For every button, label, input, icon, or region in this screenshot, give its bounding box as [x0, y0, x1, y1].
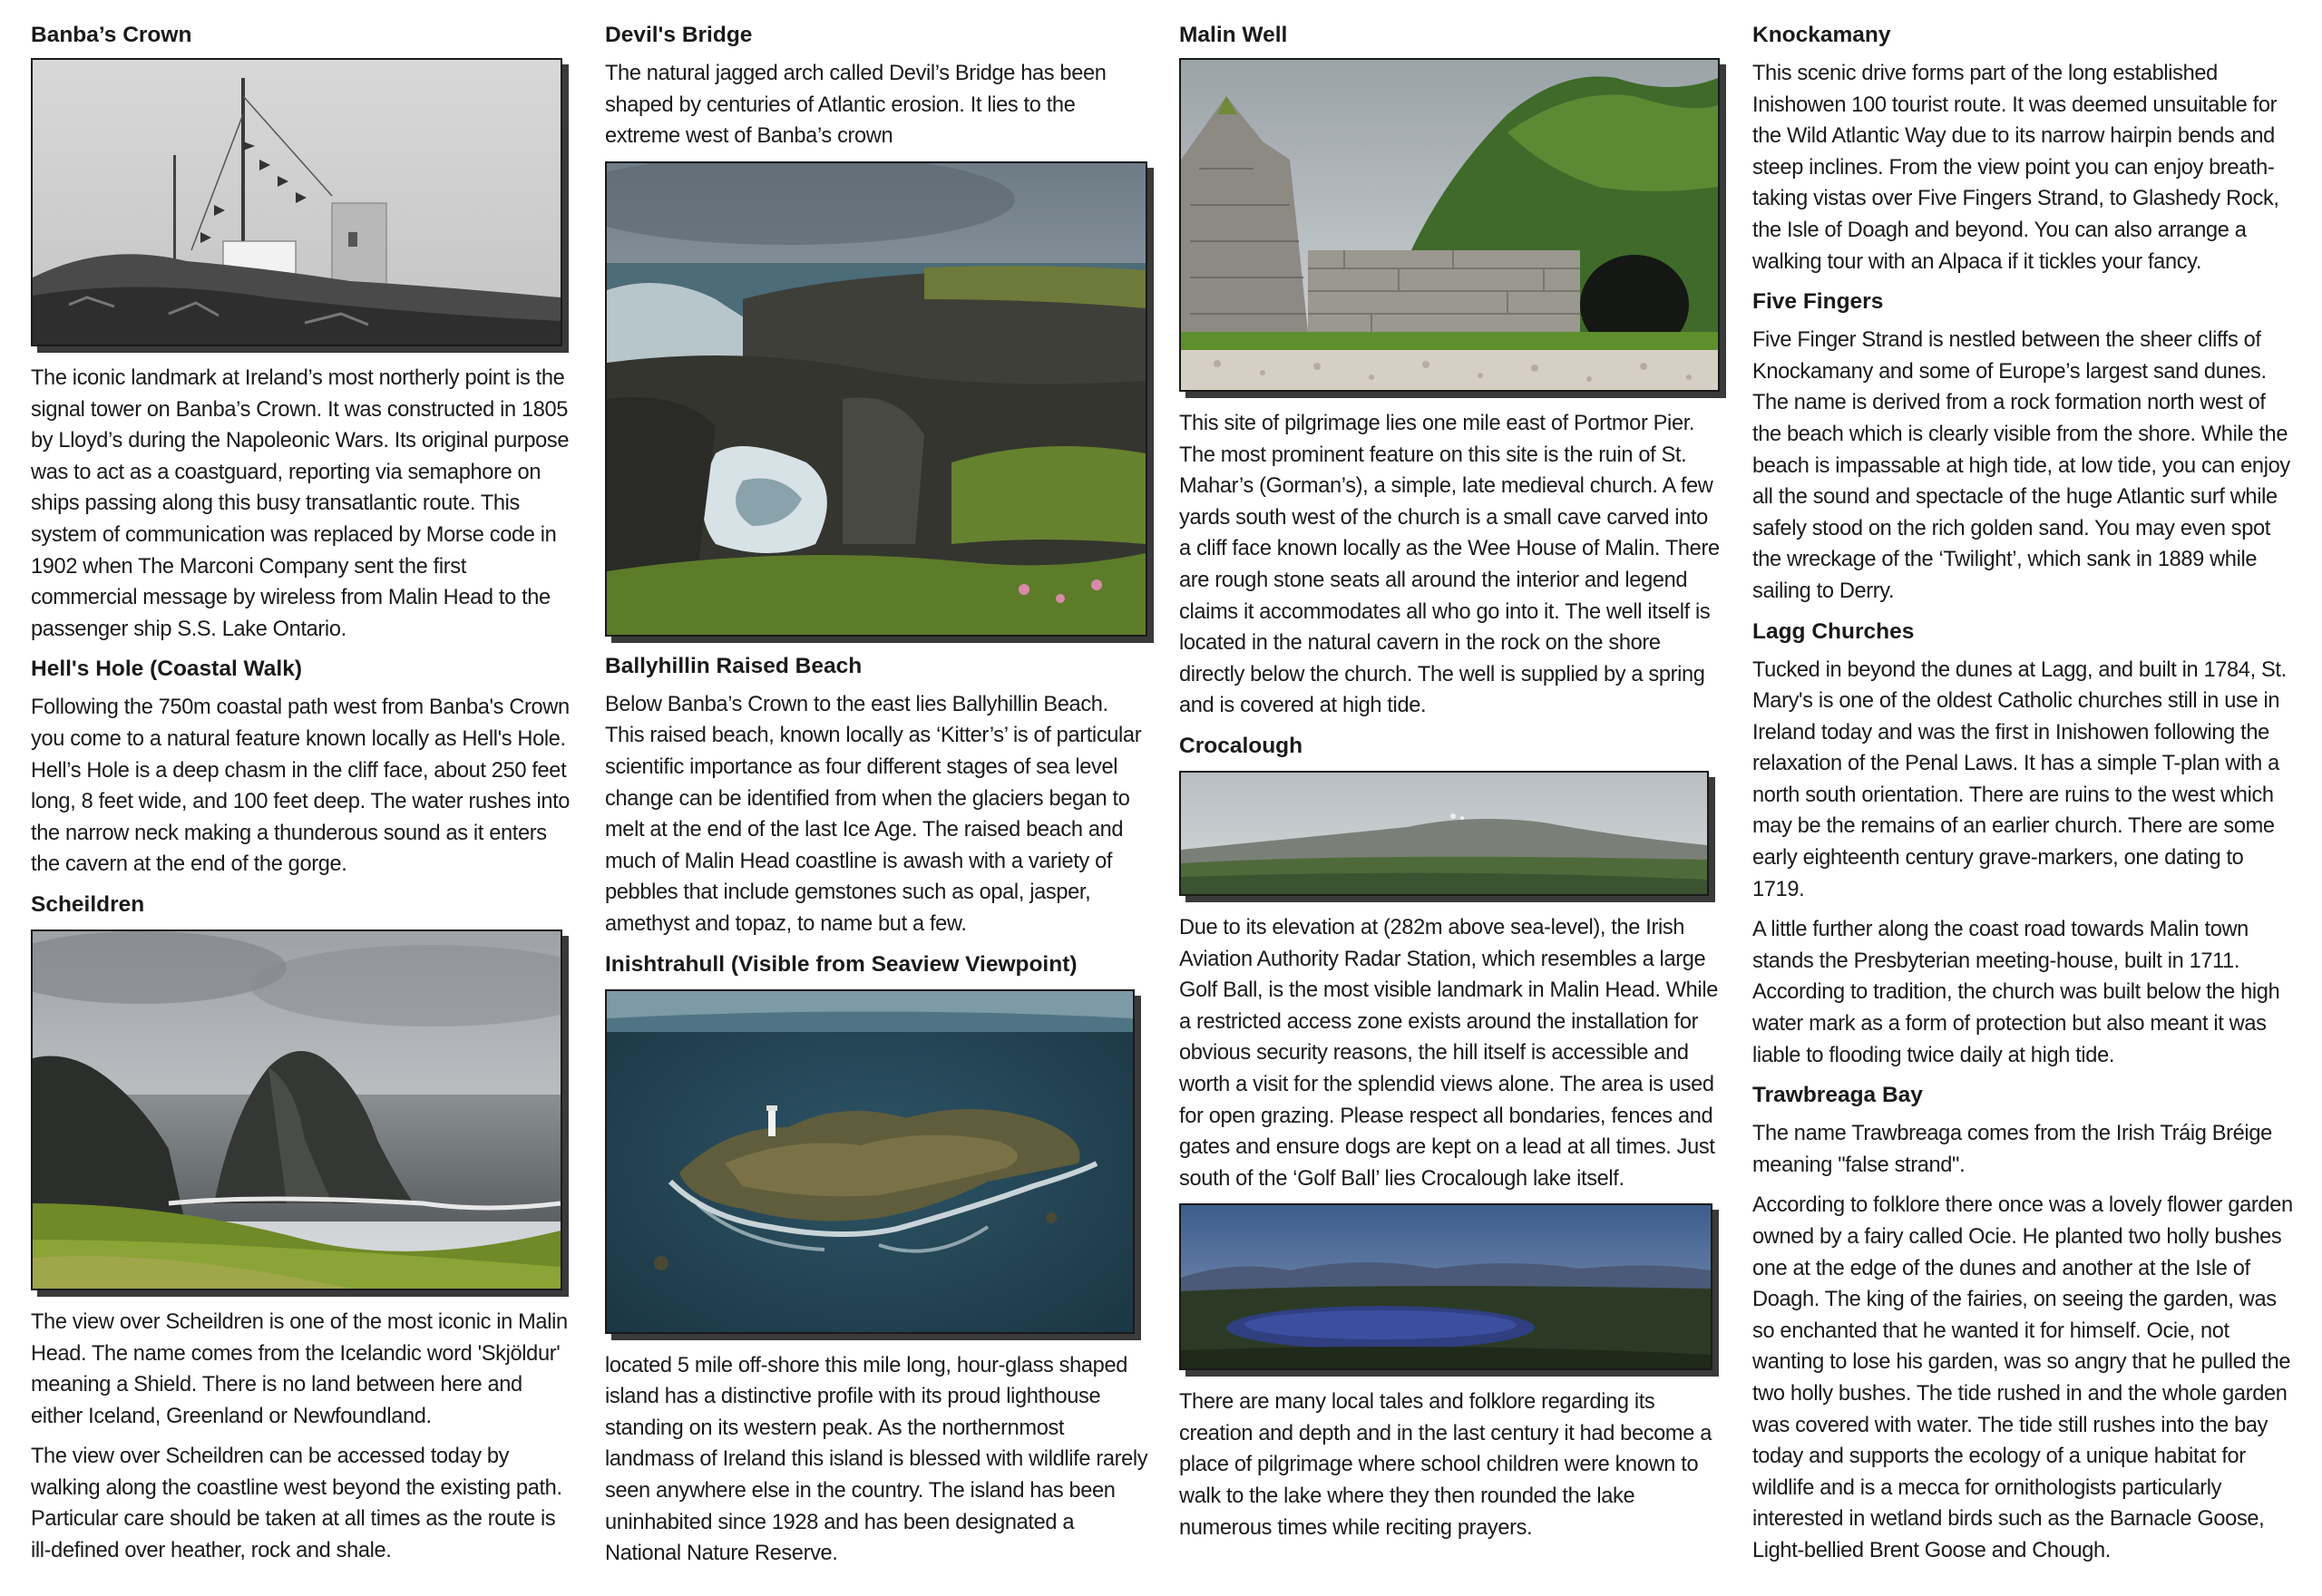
section-title-lagg-churches: Lagg Churches — [1752, 618, 1915, 644]
crocalough-text-1: Due to its elevation at (282m above sea-level), the Irish Aviation Authority Radar Station, which resembles a large Golf Ball, is the most visible landmark in Malin Head. While a restricted access zone exists around the installation for obvious security reasons, the hill itself is accessible and worth a visit for the splendid views alone. The area is used for open grazing. Please respect all bondaries, fences and gates and ensure dogs are kept on a lead at all times. Just south of the ‘Golf Ball’ lies Crocalough lake itself. — [1179, 915, 1718, 1191]
scheildren-text-1: The view over Scheildren is one of the most iconic in Malin Head. The name comes from the Icelandic word 'Skjöldur' meaning a Shield. There is no land between here and either Iceland, Greenland or Newfoundland. — [31, 1309, 568, 1428]
section-title-hells-hole: Hell's Hole (Coastal Walk) — [31, 657, 302, 682]
section-title-knockamany: Knockamany — [1752, 23, 1891, 47]
lagg-text-2: A little further along the coast road towards Malin town stands the Presbyterian meeting-house, built in 1711. According to tradition, the church was built below the high water mark as a form of protection but also meant it was liable to flooding twice daily at high tide. — [1752, 918, 2280, 1067]
column-3 — [1179, 20, 1723, 1552]
knockamany-text: This scenic drive forms part of the long established Inishowen 100 tourist route. It was deemed unsuitable for the Wild Atlantic Way due to its narrow hairpin bends and steep inclines. From the view point you can enjoy breath-taking vistas over Five Fingers Strand, to Glashedy Rock, the Isle of Doagh and beyond. You can also arrange a walking tour with an Alpaca if it tickles your fancy. — [1752, 62, 2279, 274]
hill-radar-photo — [1179, 771, 1709, 896]
column-1 — [31, 20, 575, 1576]
crocalough-text-2: There are many local tales and folklore regarding its creation and depth and in the last century it had become a place of pilgrimage where school children were known to walk to the lake where they then rounded the lake numerous times while reciting prayers. — [1179, 1390, 1712, 1540]
malin-well-text: This site of pilgrimage lies one mile east of Portmor Pier. The most prominent feature on this site is the ruin of St. Mahar’s (Gorman’s), a simple, late medieval church. A few yards south west of the church is a small cave carved into a cliff face known locally as the Wee House of Malin. There are rough stone seats all around the interior and legend claims it accommodates all who go into it. The well itself is located in the natural cavern in the rock on the shore directly below the church. The well is supplied by a spring and is covered at high tide. — [1179, 412, 1720, 718]
section-title-scheildren: Scheildren — [31, 891, 145, 917]
trawbreaga-text-2: According to folklore there once was a lovely flower garden owned by a fairy called Ocie. He planted two holly bushes one at the edge of the dunes and another at the Isle of Doagh. The king of the fairies, on seeing the garden, was so enchanted that he wanted it for himself. Ocie, not wanting to lose his garden, was so angry that he pulled the two holly bushes. The tide rushed in and the whole garden was covered with water. The tide still rushes into the bay today and supports the ecology of a unique habitat for wildlife and is a mecca for ornithologists particularly interested in wetland birds such as the Barnacle Goose, Light-bellied Brent Goose and Chough. — [1752, 1193, 2293, 1562]
trawbreaga-text-1: The name Trawbreaga comes from the Irish Tráig Bréige meaning "false strand". — [1752, 1122, 2272, 1177]
section-title-crocalough: Crocalough — [1179, 733, 1303, 758]
column-4 — [1752, 20, 2295, 1576]
lake-photo — [1179, 1203, 1712, 1370]
inishtrahull-text: located 5 mile off-shore this mile long, hour-glass shaped island has a distinctive profile with its proud lighthouse standing on its western peak. As the northernmost landmass of Ireland this island is blessed with wildlife rarely seen anywhere else in the country. The island has been uninhabited since 1928 and has been designated a National Nature Reserve. — [605, 1353, 1148, 1566]
section-title-five-fingers: Five Fingers — [1752, 289, 1884, 315]
five-fingers-text: Five Finger Strand is nestled between the sheer cliffs of Knockamany and some of Europe’s largest sand dunes. The name is derived from a rock formation north west of the beach which is clearly visible from the shore. While the beach is impassable at high tide, at low tide, you can enjoy all the sound and spectacle of the huge Atlantic surf while safely stood on the rich golden sand. You may even spot the wreckage of the ‘Twilight’, which sank in 1889 while sailing to Derry. — [1752, 328, 2290, 603]
scheildren-text-2: The view over Scheildren can be accessed today by walking along the coastline west beyond the existing path. Particular care should be taken at all times as the route is ill-defined over heather, rock and shale. — [31, 1445, 562, 1563]
section-title-inishtrahull: Inishtrahull (Visible from Seaview Viewpoint) — [605, 951, 1078, 977]
section-title-ballyhillin: Ballyhillin Raised Beach — [605, 653, 863, 678]
lagg-text-1: Tucked in beyond the dunes at Lagg, and built in 1784, St. Mary's is one of the oldest Catholic churches still in use in Ireland today and was the first in Inishowen following the relaxation of the Penal Laws. It has a simple T-plan with a north south orientation. There are ruins to the west which may be the remains of an earlier church. There are some early eighteenth century grave-markers, one dating to 1719. — [1752, 657, 2287, 901]
signal-tower-photo — [31, 58, 562, 346]
sea-stack-photo — [31, 929, 562, 1290]
banbas-crown-text: The iconic landmark at Ireland’s most northerly point is the signal tower on Banba’s Crown. It was constructed in 1805 by Lloyd’s during the Napoleonic Wars. Its original purpose was to act as a coastguard, reporting via semaphore on ships passing along this busy transatlantic route. This system of communication was replaced by Morse code in 1902 when The Marconi Company sent the first commercial message by wireless from Malin Head to the passenger ship S.S. Lake Ontario. — [31, 366, 570, 641]
section-title-malin-well: Malin Well — [1179, 23, 1288, 47]
ballyhillin-text: Below Banba’s Crown to the east lies Ballyhillin Beach. This raised beach, known locally as ‘Kitter’s’ is of particular scientific importance as four different stages of sea level change can be identified from when the glaciers began to melt at the end of the last Ice Age. The raised beach and much of Malin Head coastline is awash with a variety of pebbles that include gemstones such as opal, jasper, amethyst and topaz, to name but a few. — [605, 692, 1142, 936]
column-2 — [605, 20, 1149, 1579]
church-ruin-photo — [1179, 58, 1720, 392]
section-title-banbas-crown: Banba’s Crown — [31, 23, 192, 47]
hells-hole-text: Following the 750m coastal path west from Banba's Crown you come to a natural feature known locally as Hell's Hole. Hell’s Hole is a deep chasm in the cliff face, about 250 feet long, 8 feet wide, and 100 feet deep. The water rushes into the narrow neck making a thunderous sound as it enters the cavern at the end of the gorge. — [31, 696, 571, 877]
island-aerial-photo — [605, 989, 1135, 1334]
section-title-devils-bridge: Devil's Bridge — [605, 23, 753, 47]
section-title-trawbreaga-bay: Trawbreaga Bay — [1752, 1083, 1923, 1108]
rock-arch-photo — [605, 161, 1147, 637]
devils-bridge-text: The natural jagged arch called Devil’s Bridge has been shaped by centuries of Atlantic erosion. It lies to the extreme west of Banba’s crown — [605, 62, 1107, 149]
